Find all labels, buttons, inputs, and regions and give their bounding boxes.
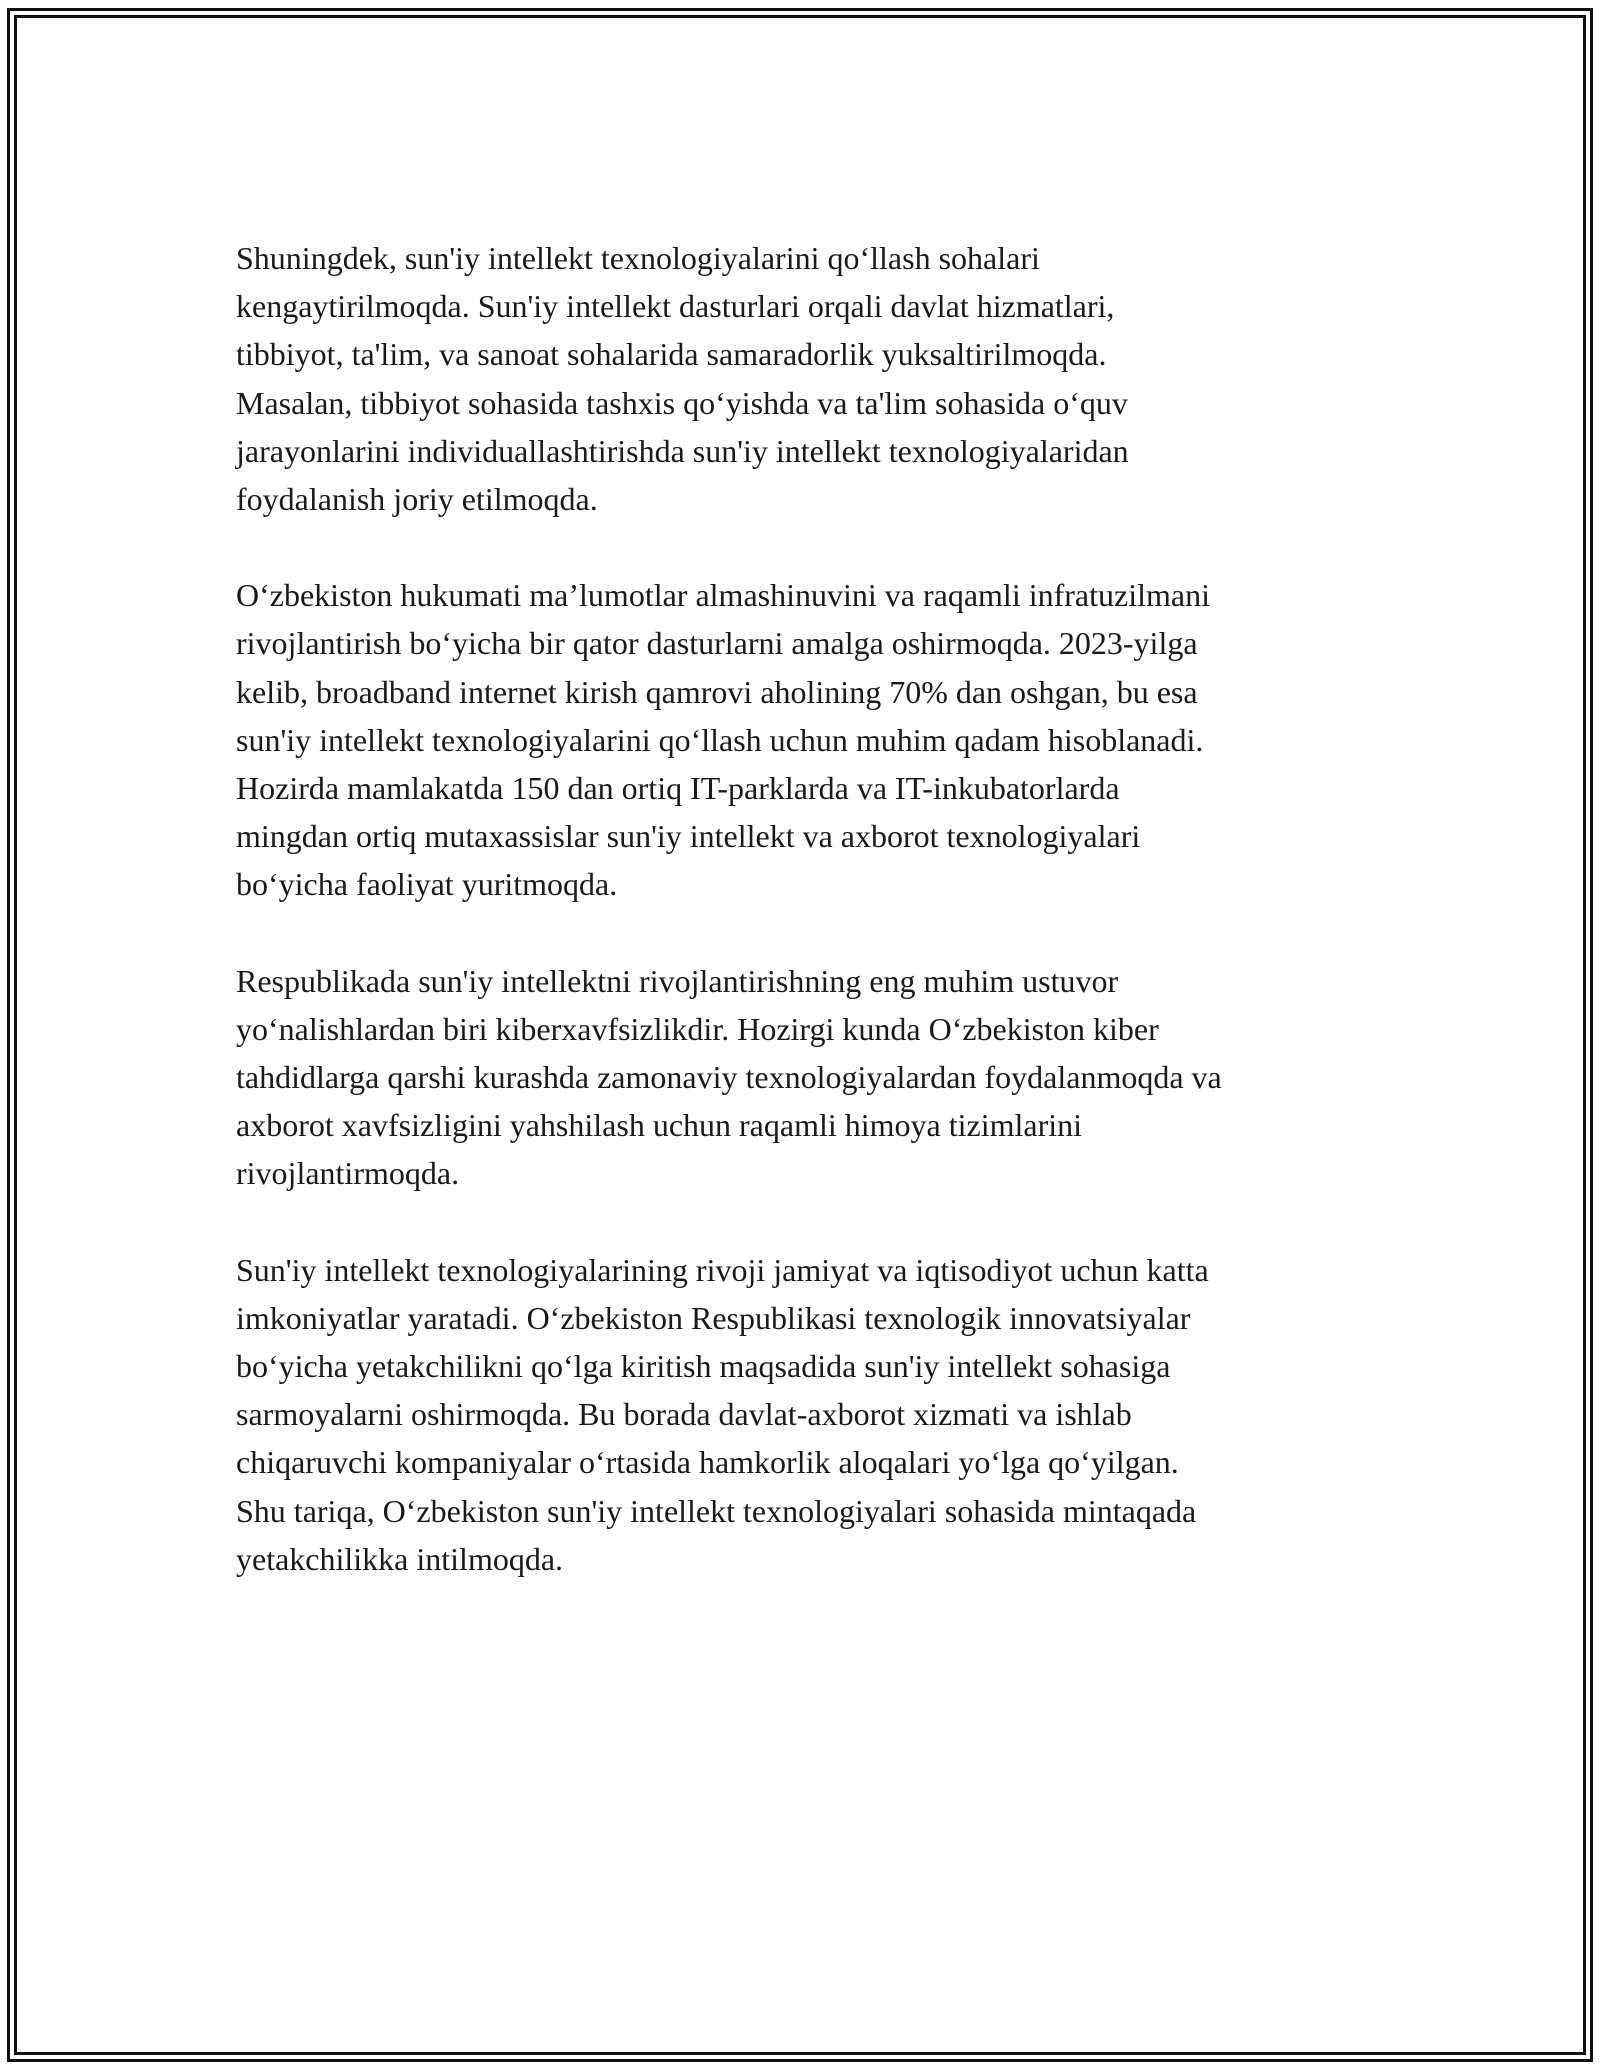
text-line: axborot xavfsizligini yahshilash uchun raqamli himoya tizimlarini [236, 1107, 1083, 1144]
text-line: Shu tariqa, O‘zbekiston sun'iy intellekt texnologiyalari sohasida mintaqada [236, 1492, 1197, 1529]
text-line: Respublikada sun'iy intellektni rivojlantirishning eng muhim ustuvor [236, 962, 1119, 999]
text-line: rivojlantirmoqda. [236, 1155, 460, 1192]
document-body [236, 234, 1396, 1631]
text-line: kelib, broadband internet kirish qamrovi aholining 70% dan oshgan, bu esa [236, 673, 1198, 710]
paragraph-3 [236, 957, 1396, 1198]
text-line: jarayonlarini individuallashtirishda sun'iy intellekt texnologiyalaridan [236, 432, 1129, 469]
text-line: sun'iy intellekt texnologiyalarini qo‘llash uchun muhim qadam hisoblanadi. [236, 721, 1204, 758]
text-line: chiqaruvchi kompaniyalar o‘rtasida hamkorlik aloqalari yo‘lga qo‘yilgan. [236, 1444, 1179, 1481]
text-line: tahdidlarga qarshi kurashda zamonaviy texnologiyalardan foydalanmoqda va [236, 1059, 1222, 1096]
text-line: mingdan ortiq mutaxassislar sun'iy intellekt va axborot texnologiyalari [236, 818, 1141, 855]
paragraph-1 [236, 234, 1396, 523]
paragraph-2 [236, 571, 1396, 908]
text-line: kengaytirilmoqda. Sun'iy intellekt dasturlari orqali davlat hizmatlari, [236, 288, 1115, 325]
text-line: tibbiyot, ta'lim, va sanoat sohalarida samaradorlik yuksaltirilmoqda. [236, 336, 1107, 373]
text-line: yo‘nalishlardan biri kiberxavfsizlikdir. Hozirgi kunda O‘zbekiston kiber [236, 1010, 1159, 1047]
text-line: foydalanish joriy etilmoqda. [236, 481, 598, 518]
text-line: Shuningdek, sun'iy intellekt texnologiyalarini qo‘llash sohalari [236, 240, 1040, 276]
text-line: bo‘yicha faoliyat yuritmoqda. [236, 866, 618, 903]
text-line: Masalan, tibbiyot sohasida tashxis qo‘yishda va ta'lim sohasida o‘quv [236, 384, 1128, 421]
text-line: imkoniyatlar yaratadi. O‘zbekiston Respublikasi texnologik innovatsiyalar [236, 1299, 1191, 1336]
text-line: bo‘yicha yetakchilikni qo‘lga kiritish maqsadida sun'iy intellekt sohasiga [236, 1348, 1171, 1385]
text-line: rivojlantirish bo‘yicha bir qator dasturlarni amalga oshirmoqda. 2023-yilga [236, 625, 1198, 662]
text-line: yetakchilikka intilmoqda. [236, 1540, 564, 1577]
paragraph-4 [236, 1246, 1396, 1583]
text-line: Sun'iy intellekt texnologiyalarining rivoji jamiyat va iqtisodiyot uchun katta [236, 1251, 1209, 1288]
text-line: Hozirda mamlakatda 150 dan ortiq IT-parklarda va IT-inkubatorlarda [236, 770, 1120, 807]
text-line: sarmoyalarni oshirmoqda. Bu borada davlat-axborot xizmati va ishlab [236, 1396, 1132, 1433]
text-line: O‘zbekiston hukumati ma’lumotlar almashinuvini va raqamli infratuzilmani [236, 577, 1210, 614]
